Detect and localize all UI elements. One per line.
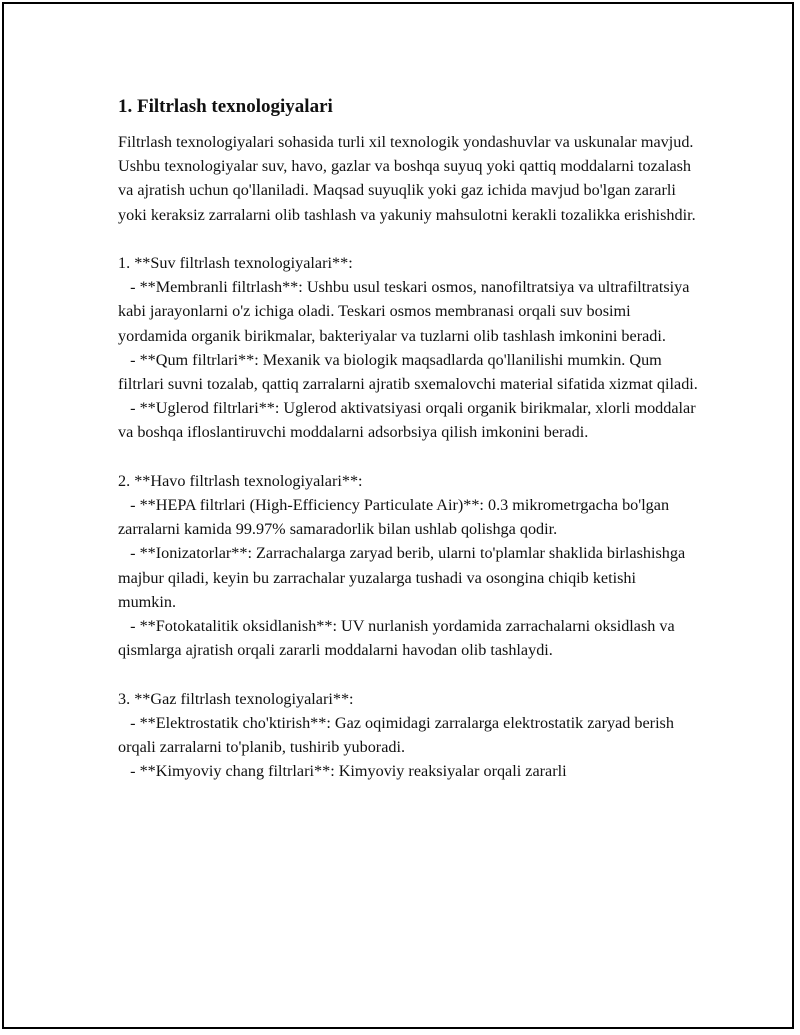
- list-item: - **HEPA filtrlari (High-Efficiency Particulate Air)**: 0.3 mikrometrgacha bo'lgan zarralarni kamida 99.97% samaradorlik bilan ushlab qolishga qodir.: [118, 496, 674, 539]
- section-water: [118, 251, 698, 445]
- list-item: - **Qum filtrlari**: Mexanik va biologik maqsadlarda qo'llanilishi mumkin. Qum filtrlari suvni tozalab, qattiq zarralarni ajratib sxemalovchi material sifatida xizmat qiladi.: [118, 350, 698, 394]
- list-item: - **Fotokatalitik oksidlanish**: UV nurlanish yordamida zarrachalarni oksidlash va qismlarga ajratish orqali zararli moddalarni havodan olib tashlaydi.: [118, 617, 679, 660]
- list-item: - **Ionizatorlar**: Zarrachalarga zaryad berib, ularni to'plamlar shaklida birlashishga majbur qiladi, keyin bu zarrachalar yuzalarga tushadi va osongina chiqib ketishi mumkin.: [118, 544, 690, 611]
- section-heading: 1. Filtrlash texnologiyalari: [118, 96, 333, 117]
- section-title: 2. **Havo filtrlash texnologiyalari**:: [118, 471, 363, 490]
- paragraph-gap: [118, 662, 698, 686]
- intro-paragraph: Filtrlash texnologiyalari sohasida turli xil texnologik yondashuvlar va uskunalar mavjud. Ushbu texnologiyalar suv, havo, gazlar va boshqa suyuq yoki qattiq moddalarni tozalash va ajratish uchun qo'llaniladi. Maqsad suyuqlik yoki gaz ichida mavjud bo'lgan zararli yoki keraksiz zarralarni olib tashlash va yakuniy mahsulotni kerakli tozalikka erishishdir.: [118, 133, 698, 224]
- list-item: - **Kimyoviy chang filtrlari**: Kimyoviy reaksiyalar orqali zararli: [118, 762, 567, 781]
- list-item: - **Membranli filtrlash**: Ushbu usul teskari osmos, nanofiltratsiya va ultrafiltratsiya kabi jarayonlarni o'z ichiga oladi. Teskari osmos membranasi orqali suv bosimi yordamida organik birikmalar, bakteriyalar va tuzlarni olib tashlash imkonini beradi.: [118, 278, 694, 345]
- section-air: [118, 469, 698, 663]
- document-body: [118, 94, 698, 783]
- paragraph-gap: [118, 445, 698, 469]
- section-title: 1. **Suv filtrlash texnologiyalari**:: [118, 254, 353, 272]
- paragraph-gap: [118, 227, 698, 251]
- section-gas: [118, 687, 698, 784]
- list-item: - **Elektrostatik cho'ktirish**: Gaz oqimidagi zarralarga elektrostatik zaryad berish orqali zarralarni to'planib, tushirib yuboradi.: [118, 713, 679, 757]
- list-item: - **Uglerod filtrlari**: Uglerod aktivatsiyasi orqali organik birikmalar, xlorli moddalar va boshqa ifloslantiruvchi moddalarni adsorbsiya qilish imkonini beradi.: [118, 399, 700, 442]
- section-title: 3. **Gaz filtrlash texnologiyalari**:: [118, 689, 354, 708]
